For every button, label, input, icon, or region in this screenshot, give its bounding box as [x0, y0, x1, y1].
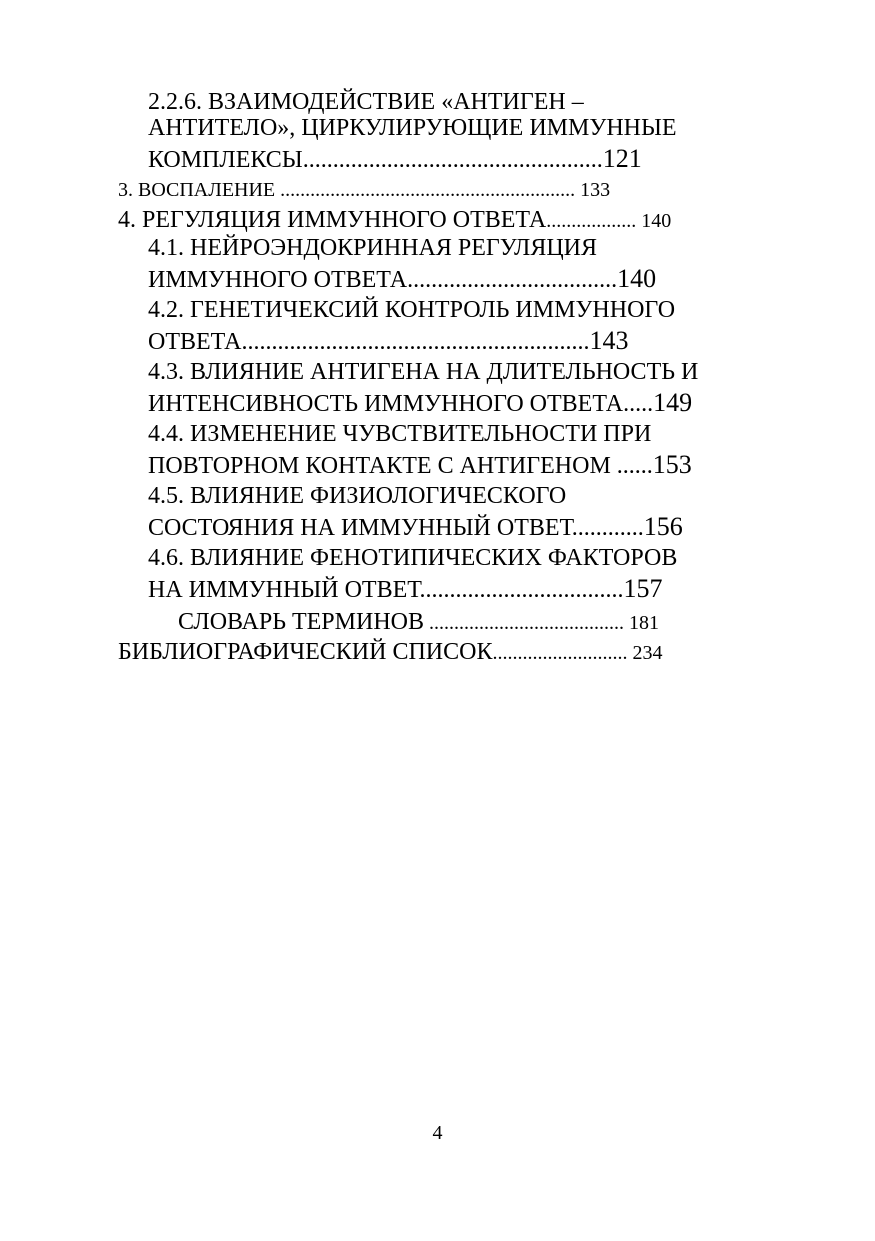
- toc-entry-3[interactable]: [118, 180, 610, 200]
- toc-entry-2-2-6-line-1[interactable]: [148, 90, 584, 114]
- toc-entry-4-5-line-2[interactable]: [148, 514, 683, 540]
- toc-leader-dots: ...........................: [492, 642, 628, 664]
- toc-entry-title: 4.2. ГЕНЕТИЧЕКСИЙ КОНТРОЛЬ ИММУННОГО: [148, 297, 676, 323]
- toc-entry-4-3-line-2[interactable]: [148, 390, 692, 416]
- toc-entry-title: 4.6. ВЛИЯНИЕ ФЕНОТИПИЧЕСКИХ ФАКТОРОВ: [148, 545, 678, 571]
- toc-entry-4-1-line-1[interactable]: [148, 236, 597, 260]
- toc-leader-dots: ..................: [546, 210, 637, 232]
- toc-entry-4-3-line-1[interactable]: [148, 360, 698, 384]
- toc-leader-dots: .....: [623, 391, 654, 417]
- toc-entry-4-6-line-1[interactable]: [148, 546, 677, 570]
- toc-entry-title: СОСТОЯНИЯ НА ИММУННЫЙ ОТВЕТ: [148, 515, 572, 541]
- page-number: 4: [432, 1122, 443, 1144]
- toc-page-number: 156: [643, 512, 683, 541]
- toc-leader-dots: ..........................................................: [241, 329, 590, 355]
- toc-entry-title: ИНТЕНСИВНОСТЬ ИММУННОГО ОТВЕТА: [148, 391, 624, 417]
- toc-entry-title: 4.4. ИЗМЕНЕНИЕ ЧУВСТВИТЕЛЬНОСТИ ПРИ: [148, 421, 652, 447]
- toc-entry-title: ОТВЕТА: [148, 329, 242, 355]
- toc-leader-dots: .......................................: [424, 612, 624, 634]
- toc-page-number: 157: [623, 574, 663, 603]
- toc-entry-4-2-line-2[interactable]: [148, 328, 628, 354]
- toc-entry-4-4-line-1[interactable]: [148, 422, 651, 446]
- toc-entry-title: 2.2.6. ВЗАИМОДЕЙСТВИЕ «АНТИГЕН –: [148, 89, 584, 115]
- toc-page-number: 140: [617, 264, 657, 293]
- toc-entry-4-4-line-2[interactable]: [148, 452, 692, 478]
- toc-page-number: 140: [636, 210, 672, 232]
- toc-page-number: 133: [575, 179, 611, 201]
- toc-entry-title: 4.5. ВЛИЯНИЕ ФИЗИОЛОГИЧЕСКОГО: [148, 483, 567, 509]
- toc-leader-dots: ...................................: [407, 267, 618, 293]
- toc-leader-dots: ..................................................: [302, 147, 603, 173]
- toc-entry-4-5-line-1[interactable]: [148, 484, 566, 508]
- toc-entry-title: 4.3. ВЛИЯНИЕ АНТИГЕНА НА ДЛИТЕЛЬНОСТЬ И: [148, 359, 699, 385]
- toc-entry-title: 3. ВОСПАЛЕНИЕ: [118, 179, 276, 201]
- toc-page-number: 181: [624, 612, 659, 634]
- toc-leader-dots: ......: [610, 453, 653, 479]
- toc-entry-4-1-line-2[interactable]: [148, 266, 656, 292]
- toc-entry-glossary[interactable]: [178, 610, 659, 634]
- toc-page-number: 143: [589, 326, 629, 355]
- toc-page-number: 234: [627, 642, 663, 664]
- toc-entry-4-6-line-2[interactable]: [148, 576, 663, 602]
- toc-leader-dots: ..................................: [419, 577, 624, 603]
- toc-page-number: 121: [602, 144, 642, 173]
- toc-entry-title: НА ИММУННЫЙ ОТВЕТ: [148, 577, 420, 603]
- toc-page-number: 153: [652, 450, 692, 479]
- toc-entry-title: ПОВТОРНОМ КОНТАКТЕ С АНТИГЕНОМ: [148, 453, 611, 479]
- toc-entry-2-2-6-line-3[interactable]: [148, 146, 642, 172]
- toc-entry-4[interactable]: [118, 208, 671, 232]
- toc-leader-dots: ...........................................................: [275, 179, 576, 201]
- toc-page-number: 149: [653, 388, 693, 417]
- toc-entry-title: КОМПЛЕКСЫ: [148, 147, 303, 173]
- toc-entry-title: СЛОВАРЬ ТЕРМИНОВ: [178, 609, 424, 635]
- toc-entry-title: 4.1. НЕЙРОЭНДОКРИННАЯ РЕГУЛЯЦИЯ: [148, 235, 597, 261]
- toc-entry-title: БИБЛИОГРАФИЧЕСКИЙ СПИСОК: [118, 639, 493, 665]
- toc-entry-4-2-line-1[interactable]: [148, 298, 675, 322]
- toc-entry-bibliography[interactable]: [118, 640, 662, 664]
- toc-entry-title: 4. РЕГУЛЯЦИЯ ИММУННОГО ОТВЕТА: [118, 207, 547, 233]
- toc-entry-title: ИММУННОГО ОТВЕТА: [148, 267, 408, 293]
- toc-entry-2-2-6-line-2[interactable]: [148, 116, 677, 140]
- toc-entry-title: АНТИТЕЛО», ЦИРКУЛИРУЮЩИЕ ИММУННЫЕ: [148, 115, 677, 141]
- toc-leader-dots: ............: [571, 515, 644, 541]
